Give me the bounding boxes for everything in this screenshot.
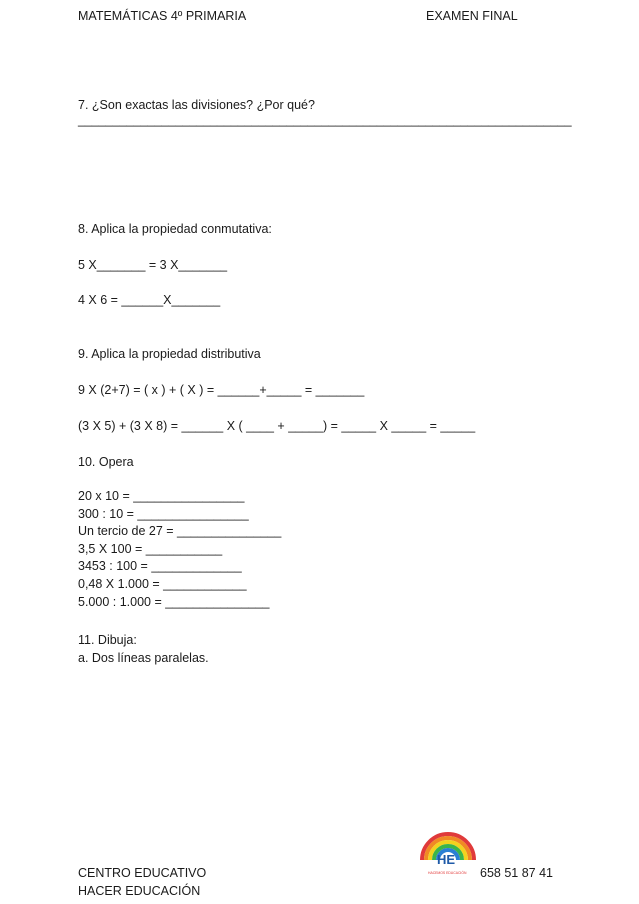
operation-item: Un tercio de 27 = _______________ (78, 524, 282, 539)
question-9-line-2: (3 X 5) + (3 X 8) = ______ X ( ____ + _____) = _____ X _____ = _____ (78, 419, 476, 433)
question-11-title: 11. Dibuja: (78, 633, 137, 647)
hacer-educacion-logo (418, 826, 478, 878)
question-11-item-a: a. Dos líneas paralelas. (78, 651, 209, 665)
operation-item: 5.000 : 1.000 = _______________ (78, 594, 270, 609)
logo-mark-text: HE (437, 852, 456, 867)
footer-school-line-1: CENTRO EDUCATIVO (78, 866, 207, 880)
footer-phone: 658 51 87 41 (480, 866, 553, 880)
header-exam-title: EXAMEN FINAL (426, 9, 518, 23)
question-7-answer-line: _______________________________________________________________________ (78, 113, 572, 127)
operation-item: 300 : 10 = ________________ (78, 506, 249, 521)
footer-school-line-2: HACER EDUCACIÓN (78, 884, 201, 898)
operation-item: 20 x 10 = ________________ (78, 489, 245, 503)
question-10-title: 10. Opera (78, 455, 134, 469)
operation-item: 3,5 X 100 = ___________ (78, 541, 223, 556)
question-9-line-1: 9 X (2+7) = ( x ) + ( X ) = ______+_____ = _______ (78, 383, 365, 397)
operation-item: 3453 : 100 = _____________ (78, 559, 242, 574)
question-8-line-2: 4 X 6 = ______X_______ (78, 293, 221, 307)
question-7-title: 7. ¿Son exactas las divisiones? ¿Por qué? (78, 98, 315, 112)
logo-subtext: HACEMOS EDUCACIÓN (428, 871, 467, 875)
question-10-operations (78, 488, 281, 611)
question-8-line-1: 5 X_______ = 3 X_______ (78, 258, 228, 272)
question-9-title: 9. Aplica la propiedad distributiva (78, 347, 261, 361)
header-subject: MATEMÁTICAS 4º PRIMARIA (78, 9, 247, 23)
operation-item: 0,48 X 1.000 = ____________ (78, 576, 247, 591)
question-8-title: 8. Aplica la propiedad conmutativa: (78, 222, 272, 236)
